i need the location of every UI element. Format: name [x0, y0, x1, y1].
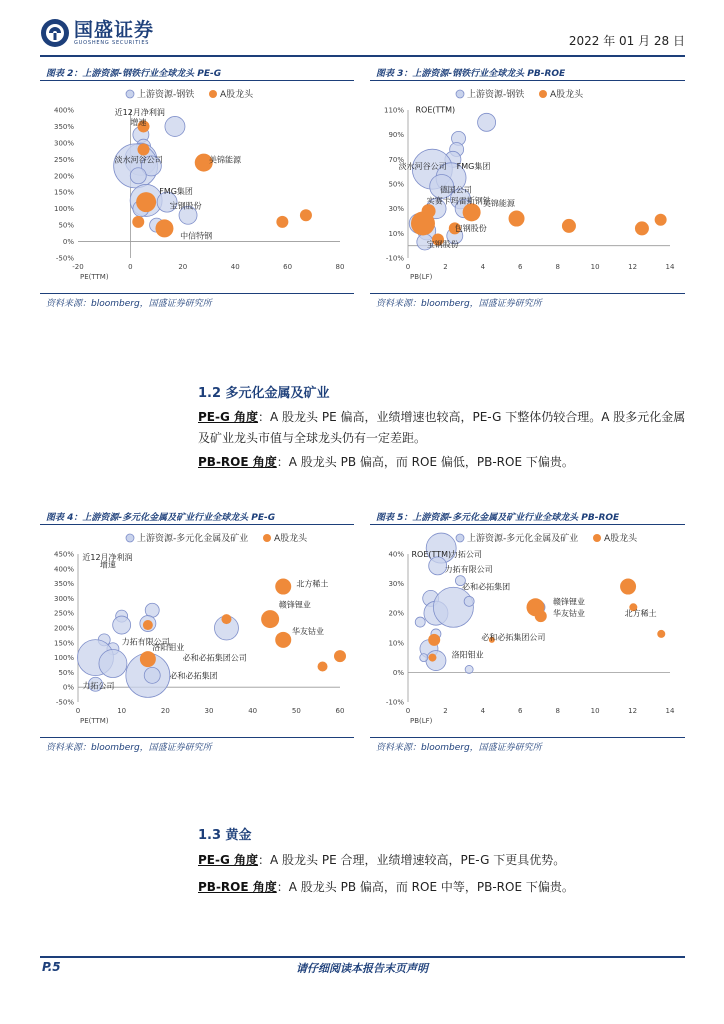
- chart-svg: [40, 82, 354, 291]
- figure-divider: [370, 737, 685, 738]
- y-tick-label: 0%: [62, 238, 74, 247]
- header-divider: [40, 55, 685, 57]
- data-label: 力拓有限公司: [121, 637, 170, 647]
- x-tick-label: 20: [178, 263, 188, 271]
- x-tick-label: 10: [590, 707, 600, 715]
- x-tick-label: 4: [480, 263, 486, 271]
- x-tick-label: 60: [283, 263, 293, 271]
- chart-metals-pe-g: [40, 526, 354, 735]
- data-label: FMG集团: [456, 162, 491, 172]
- y-tick-label: 50%: [58, 668, 74, 677]
- data-label: 美锦能源: [209, 155, 241, 165]
- bubble-global: [465, 665, 473, 673]
- bubble-a-share: [334, 650, 346, 662]
- chart-legend: [126, 88, 254, 100]
- x-axis-label: PE(TTM): [80, 273, 109, 281]
- figure-source: 资料来源：bloomberg，国盛证券研究所: [376, 299, 542, 309]
- chart-steel-pe-g: [40, 82, 354, 291]
- x-axis-label: PE(TTM): [80, 717, 109, 725]
- brand-logo-icon: [40, 18, 70, 48]
- paragraph-pb-roe: [198, 452, 688, 473]
- data-label: 洛阳钼业: [152, 643, 185, 653]
- bubble-a-share: [422, 204, 436, 218]
- data-label: 力拓公司: [449, 549, 482, 559]
- bubble-a-share: [562, 219, 576, 233]
- x-tick-label: 30: [204, 707, 214, 715]
- data-label: 必和必拓集团: [462, 582, 511, 592]
- figure-divider: [40, 293, 354, 294]
- x-tick-label: 14: [665, 707, 675, 715]
- bubble-a-share: [275, 632, 291, 648]
- data-label: 洛阳钼业: [451, 650, 484, 660]
- legend-marker-a-share: [593, 534, 601, 542]
- y-tick-label: 0%: [392, 668, 404, 677]
- chart-legend: [126, 532, 308, 544]
- bubble-a-share: [509, 211, 525, 227]
- bubble-global: [144, 667, 160, 683]
- y-tick-label: 10%: [388, 229, 404, 238]
- figure-title: 图表 3：上游资源-钢铁行业全球龙头 PB-ROE: [376, 69, 566, 79]
- data-label: 美锦能源: [482, 199, 515, 209]
- bubble-a-share: [221, 614, 231, 624]
- data-label: 必和必拓集团: [169, 671, 218, 681]
- bubble-global: [130, 168, 146, 184]
- y-tick-label: 40%: [388, 550, 404, 559]
- chart-legend: [456, 88, 584, 100]
- data-label: 中信特钢: [180, 231, 213, 241]
- bubble-a-share: [155, 219, 173, 237]
- x-tick-label: 0: [405, 707, 411, 715]
- bubble-global: [433, 587, 473, 627]
- bubble-a-share: [428, 654, 436, 662]
- paragraph-label: PB-ROE 角度: [198, 455, 277, 469]
- legend-label: A股龙头: [274, 534, 308, 544]
- brand-name: 国盛证券: [74, 19, 155, 41]
- y-tick-label: 300%: [53, 139, 74, 148]
- paragraph-label: PE-G 角度: [198, 410, 259, 424]
- x-axis-label: PB(LF): [410, 717, 433, 725]
- brand-logo: [40, 18, 154, 48]
- x-tick-label: 12: [628, 707, 638, 715]
- bubble-global: [165, 116, 185, 136]
- bubble-a-share: [535, 610, 547, 622]
- y-tick-label: -10%: [385, 254, 404, 263]
- report-date: 2022 年 01 月 28 日: [568, 34, 685, 48]
- y-tick-label: 450%: [53, 550, 74, 559]
- bubble-a-share: [136, 192, 156, 212]
- paragraph-label: PB-ROE 角度: [198, 880, 277, 894]
- x-tick-label: 0: [75, 707, 81, 715]
- x-tick-label: 12: [628, 263, 638, 271]
- legend-marker-global: [456, 90, 464, 98]
- bubble-global: [145, 603, 159, 617]
- section-title: 1.3 黄金: [198, 828, 252, 843]
- legend-marker-global: [126, 90, 134, 98]
- x-tick-label: 60: [335, 707, 345, 715]
- data-label: 赣锋锂业: [552, 597, 585, 607]
- x-tick-label: 4: [480, 707, 486, 715]
- bubble-a-share: [261, 610, 279, 628]
- data-label: 淡水河谷公司: [398, 162, 447, 172]
- data-label: 实赛卡玛雷斯钢铁: [426, 196, 491, 206]
- brand-name-en: GUOSHENG SECURITIES: [74, 40, 150, 46]
- legend-label: 上游资源-多元化金属及矿业: [137, 534, 249, 544]
- x-tick-label: 8: [555, 707, 560, 715]
- paragraph-text: ：A 股龙头 PE 合理，业绩增速较高，PE-G 下更具优势。: [258, 853, 566, 867]
- y-tick-label: -50%: [55, 254, 74, 263]
- y-tick-label: 250%: [53, 609, 74, 618]
- y-tick-label: 110%: [383, 106, 404, 115]
- x-tick-label: -20: [72, 263, 84, 271]
- y-tick-label: 0%: [62, 683, 74, 692]
- x-tick-label: 2: [443, 263, 448, 271]
- y-tick-label: 30%: [388, 205, 404, 214]
- bubble-a-share: [463, 203, 481, 221]
- figure-divider: [370, 80, 685, 81]
- data-label: 德国公司: [439, 185, 472, 195]
- bubble-a-share: [140, 651, 156, 667]
- data-label: 增速: [130, 117, 147, 127]
- bubble-a-share: [428, 634, 440, 646]
- figure-source: 资料来源：bloomberg，国盛证券研究所: [46, 299, 212, 309]
- x-tick-label: 0: [128, 263, 133, 271]
- legend-marker-global: [456, 534, 464, 542]
- data-label: 北方稀土: [296, 579, 329, 589]
- data-label: 增速: [99, 560, 116, 570]
- figure-divider: [40, 737, 354, 738]
- figure-divider: [370, 293, 685, 294]
- x-tick-label: 80: [335, 263, 345, 271]
- x-tick-label: 2: [443, 707, 448, 715]
- bubble-a-share: [276, 216, 288, 228]
- y-tick-label: 200%: [53, 172, 74, 181]
- chart-steel-pb-roe: [370, 82, 684, 291]
- paragraph-pe-g: [198, 850, 688, 871]
- data-label: 近12月净利润: [114, 107, 165, 117]
- data-label: 宝钢股份: [426, 239, 459, 249]
- bubble-a-share: [300, 209, 312, 221]
- data-label: 近12月净利润: [82, 552, 133, 562]
- data-label: 力拓有限公司: [444, 564, 493, 574]
- bubble-global: [420, 654, 428, 662]
- data-label: FMG集团: [159, 186, 193, 196]
- data-label: ROE(TTM): [415, 105, 456, 115]
- y-tick-label: 300%: [53, 594, 74, 603]
- y-tick-label: 150%: [53, 188, 74, 197]
- bubble-a-share: [620, 579, 636, 595]
- legend-label: A股龙头: [550, 90, 584, 100]
- x-axis-label: PB(LF): [410, 273, 433, 281]
- chart-svg: [370, 82, 684, 291]
- legend-marker-a-share: [539, 90, 547, 98]
- y-tick-label: 100%: [53, 654, 74, 663]
- y-tick-label: 400%: [53, 565, 74, 574]
- bubble-a-share: [655, 214, 667, 226]
- x-tick-label: 14: [665, 263, 675, 271]
- y-tick-label: 350%: [53, 580, 74, 589]
- paragraph-pe-g: [198, 407, 688, 449]
- bubble-global: [426, 651, 446, 671]
- paragraph-pb-roe: [198, 877, 688, 898]
- figure-title: 图表 4：上游资源-多元化金属及矿业行业全球龙头 PE-G: [46, 513, 276, 523]
- bubble-a-share: [657, 630, 665, 638]
- legend-label: A股龙头: [220, 90, 254, 100]
- x-tick-label: 10: [117, 707, 127, 715]
- y-tick-label: 400%: [53, 106, 74, 115]
- bubble-a-share: [635, 221, 649, 235]
- x-tick-label: 6: [518, 263, 523, 271]
- x-tick-label: 6: [518, 707, 523, 715]
- chart-svg: [370, 526, 684, 735]
- bubble-global: [478, 113, 496, 131]
- bubble-global: [464, 596, 474, 606]
- bubble-global: [415, 617, 425, 627]
- page-number: P.5: [42, 960, 61, 974]
- paragraph-text: ：A 股龙头 PE 偏高，业绩增速也较高，PE-G 下整体仍较合理。A 股多元化金属及矿业龙头市值与全球龙头仍有一定差距。: [198, 410, 686, 445]
- y-tick-label: 350%: [53, 122, 74, 131]
- legend-marker-a-share: [263, 534, 271, 542]
- data-label: 华友钴业: [552, 609, 585, 619]
- figure-divider: [40, 524, 354, 525]
- y-tick-label: 50%: [388, 180, 404, 189]
- footer-disclaimer: 请仔细阅读本报告末页声明: [296, 962, 428, 975]
- paragraph-text: ：A 股龙头 PB 偏高，而 ROE 中等，PB-ROE 下偏贵。: [276, 880, 574, 894]
- figure-title: 图表 2：上游资源-钢铁行业全球龙头 PE-G: [46, 69, 222, 79]
- paragraph-text: ：A 股龙头 PB 偏高，而 ROE 偏低，PB-ROE 下偏贵。: [276, 455, 574, 469]
- y-tick-label: 150%: [53, 639, 74, 648]
- y-tick-label: 100%: [53, 205, 74, 214]
- figure-source: 资料来源：bloomberg，国盛证券研究所: [376, 743, 542, 753]
- x-tick-label: 20: [160, 707, 170, 715]
- y-tick-label: 200%: [53, 624, 74, 633]
- x-tick-label: 8: [555, 263, 560, 271]
- y-tick-label: 10%: [388, 639, 404, 648]
- bubble-global: [113, 616, 131, 634]
- y-tick-label: 70%: [388, 155, 404, 164]
- data-label: 力拓公司: [82, 681, 115, 691]
- legend-marker-global: [126, 534, 134, 542]
- x-tick-label: 10: [590, 263, 600, 271]
- data-label: 包钢股份: [454, 223, 487, 233]
- x-tick-label: 50: [291, 707, 301, 715]
- bubble-a-share: [143, 620, 153, 630]
- y-tick-label: 20%: [388, 609, 404, 618]
- section-title: 1.2 多元化金属及矿业: [198, 386, 330, 401]
- y-tick-label: 50%: [58, 221, 74, 230]
- legend-label: 上游资源-钢铁: [137, 90, 195, 100]
- y-tick-label: 250%: [53, 155, 74, 164]
- legend-label: 上游资源-多元化金属及矿业: [467, 534, 579, 544]
- page-header: [40, 18, 685, 52]
- data-label: 淡水河谷公司: [114, 155, 163, 165]
- data-label: 宝钢股份: [169, 201, 202, 211]
- bubble-a-share: [275, 579, 291, 595]
- footer-divider: [40, 956, 685, 958]
- data-label: 赣锋锂业: [278, 600, 311, 610]
- y-tick-label: 30%: [388, 580, 404, 589]
- chart-legend: [456, 532, 638, 544]
- legend-marker-a-share: [209, 90, 217, 98]
- data-label: 必和必拓集团公司: [481, 632, 546, 642]
- figure-divider: [370, 524, 685, 525]
- legend-label: A股龙头: [604, 534, 638, 544]
- figure-title: 图表 5：上游资源-多元化金属及矿业行业全球龙头 PB-ROE: [376, 513, 620, 523]
- chart-metals-pb-roe: [370, 526, 684, 735]
- bubble-a-share: [138, 143, 150, 155]
- x-tick-label: 40: [248, 707, 258, 715]
- bubble-a-share: [318, 661, 328, 671]
- chart-svg: [40, 526, 354, 735]
- x-tick-label: 0: [405, 263, 411, 271]
- paragraph-label: PE-G 角度: [198, 853, 259, 867]
- legend-label: 上游资源-钢铁: [467, 90, 525, 100]
- bubble-a-share: [132, 216, 144, 228]
- data-label: 必和必拓集团公司: [182, 653, 247, 663]
- figure-source: 资料来源：bloomberg，国盛证券研究所: [46, 743, 212, 753]
- y-tick-label: -50%: [55, 698, 74, 707]
- data-label: ROE(TTM): [411, 549, 452, 559]
- data-label: 华友钴业: [291, 626, 324, 636]
- y-tick-label: 90%: [388, 131, 404, 140]
- data-label: 北方稀土: [624, 609, 657, 619]
- x-tick-label: 40: [230, 263, 240, 271]
- bubble-global: [99, 650, 127, 678]
- y-tick-label: -10%: [385, 698, 404, 707]
- figure-divider: [40, 80, 354, 81]
